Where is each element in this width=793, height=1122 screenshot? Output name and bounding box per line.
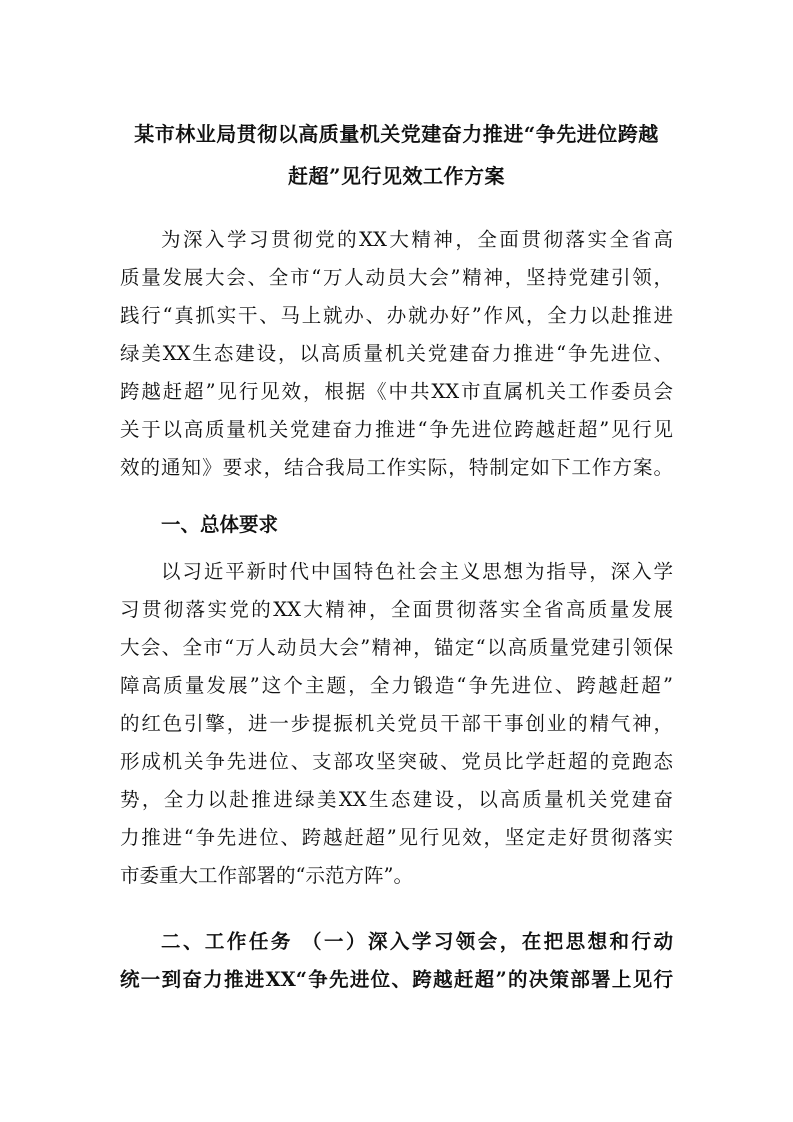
intro-line: 为深入学习贯彻党的XX大精神，全面贯彻落实全省高: [161, 228, 673, 251]
intro-line: 效的通知》要求，结合我局工作实际，特制定如下工作方案。: [120, 456, 673, 479]
section-heading-overall-requirements: 一、总体要求: [161, 513, 279, 536]
intro-line: 质量发展大会、全市“万人动员大会”精神，坚持党建引领，: [120, 266, 673, 289]
intro-line: 关于以高质量机关党建奋力推进“争先进位跨越赶超”见行见: [120, 418, 673, 441]
section1-line: 市委重大工作部署的“示范方阵”。: [120, 864, 413, 887]
document-title-line-1: 某市林业局贯彻以高质量机关党建奋力推进“争先进位跨越: [134, 122, 659, 146]
intro-line: 绿美XX生态建设，以高质量机关党建奋力推进“争先进位、: [120, 342, 673, 365]
section1-line: 以习近平新时代中国特色社会主义思想为指导，深入学: [161, 560, 673, 583]
section1-line: 大会、全市“万人动员大会”精神，锚定“以高质量党建引领保: [120, 636, 673, 659]
section1-line: 习贯彻落实党的XX大精神，全面贯彻落实全省高质量发展: [120, 598, 673, 621]
section1-line: 势，全力以赴推进绿美XX生态建设，以高质量机关党建奋: [120, 788, 673, 811]
section1-line: 的红色引擎，进一步提振机关党员干部干事创业的精气神，: [120, 712, 673, 735]
document-title-line-2: 赶超”见行见效工作方案: [287, 164, 505, 188]
section1-line: 形成机关争先进位、支部攻坚突破、党员比学赶超的竞跑态: [120, 750, 673, 773]
intro-line: 跨越赶超”见行见效，根据《中共XX市直属机关工作委员会: [120, 380, 673, 403]
section2-heading-line: 统一到奋力推进XX“争先进位、跨越赶超”的决策部署上见行: [120, 968, 673, 991]
section2-heading-line: 二、工作任务 （一）深入学习领会，在把思想和行动: [161, 930, 673, 953]
intro-line: 践行“真抓实干、马上就办、办就办好”作风，全力以赴推进: [120, 304, 673, 327]
section1-line: 力推进“争先进位、跨越赶超”见行见效，坚定走好贯彻落实: [120, 826, 673, 849]
section1-line: 障高质量发展”这个主题，全力锻造“争先进位、跨越赶超”: [120, 674, 673, 697]
